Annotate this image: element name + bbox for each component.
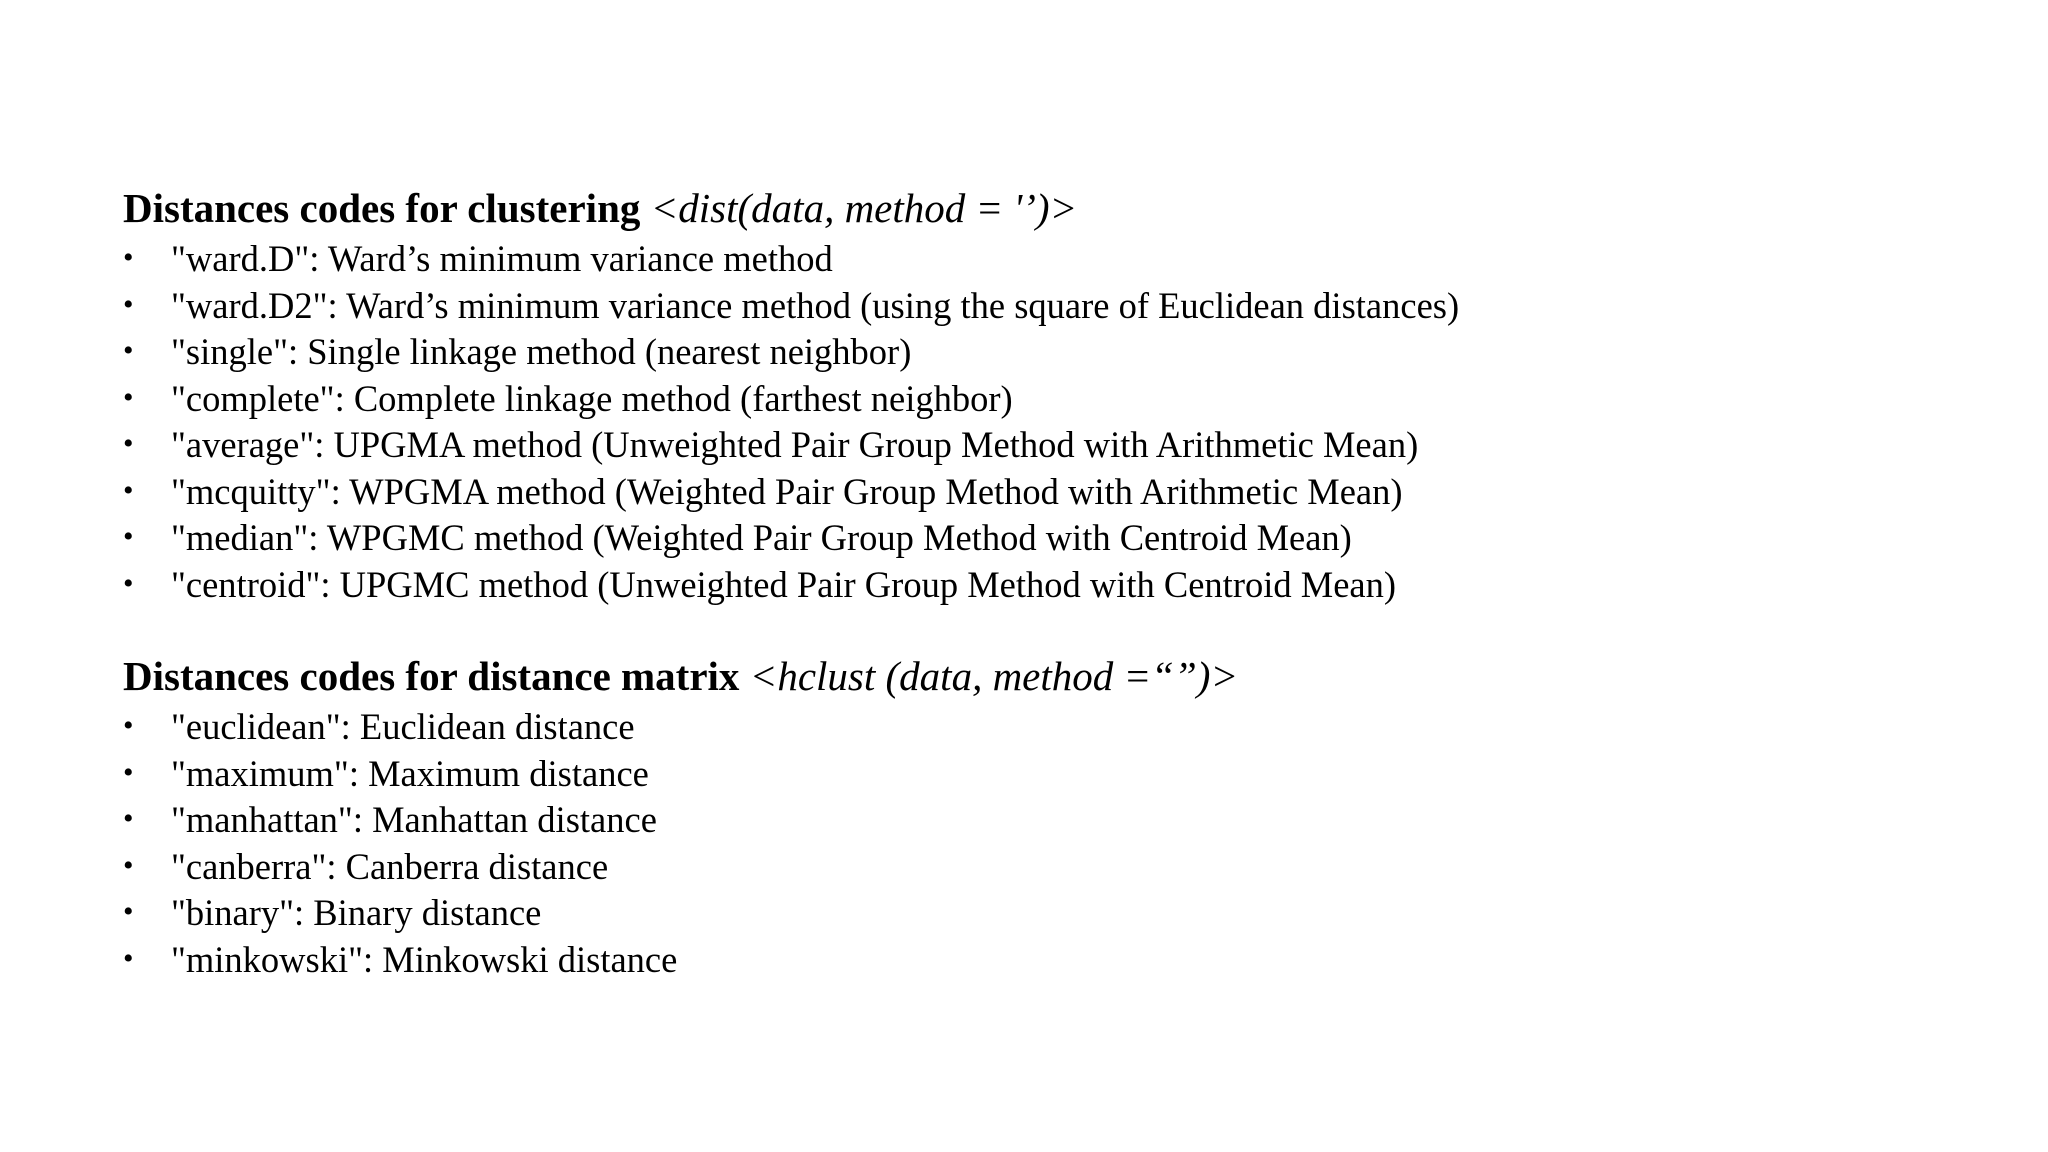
bullet-icon: • <box>123 709 134 742</box>
list-item-text: "ward.D2": Ward’s minimum variance method (using the square of Euclidean distances) <box>171 284 1460 326</box>
bullet-icon: • <box>123 848 134 882</box>
list-item <box>123 937 1923 984</box>
list-item-text: "minkowski": Minkowski distance <box>171 938 678 980</box>
list-item <box>123 376 1923 423</box>
list-item-text: "mcquitty": WPGMA method (Weighted Pair Group Method with Arithmetic Mean) <box>171 470 1403 512</box>
list-item-text: "average": UPGMA method (Unweighted Pair Group Method with Arithmetic Mean) <box>171 424 1419 465</box>
bullet-icon: • <box>123 241 134 274</box>
bullet-icon: • <box>123 802 134 835</box>
bullet-icon: • <box>123 473 134 507</box>
list-item <box>123 515 1923 562</box>
list-item <box>123 283 1923 330</box>
bullet-icon: • <box>123 427 134 460</box>
clustering-method-list <box>123 236 1923 608</box>
list-item-text: "complete": Complete linkage method (farthest neighbor) <box>171 377 1013 419</box>
list-item <box>123 704 1923 751</box>
list-item <box>123 422 1923 469</box>
list-item-text: "euclidean": Euclidean distance <box>171 706 635 747</box>
list-item <box>123 469 1923 516</box>
list-item <box>123 329 1923 376</box>
clustering-heading-code: <dist(data, method = '’)> <box>650 185 1078 231</box>
list-item <box>123 562 1923 609</box>
list-item-text: "manhattan": Manhattan distance <box>171 799 657 840</box>
distance-matrix-heading-title: Distances codes for distance matrix <box>123 653 740 699</box>
list-item <box>123 751 1923 798</box>
list-item-text: "centroid": UPGMC method (Unweighted Pair Group Method with Centroid Mean) <box>171 563 1396 605</box>
list-item <box>123 797 1923 844</box>
bullet-icon: • <box>123 520 134 553</box>
bullet-icon: • <box>123 287 134 321</box>
bullet-icon: • <box>123 895 134 928</box>
list-item-text: "median": WPGMC method (Weighted Pair Group Method with Centroid Mean) <box>171 517 1352 558</box>
clustering-section <box>123 180 1923 608</box>
list-item <box>123 844 1923 891</box>
list-item-text: "binary": Binary distance <box>171 892 542 933</box>
list-item-text: "ward.D": Ward’s minimum variance method <box>171 238 833 279</box>
list-item <box>123 890 1923 937</box>
bullet-icon: • <box>123 755 134 789</box>
distance-matrix-heading-code: <hclust (data, method =“”)> <box>749 653 1239 699</box>
clustering-heading <box>123 180 1923 236</box>
distance-method-list <box>123 704 1923 983</box>
list-item-text: "single": Single linkage method (nearest neighbor) <box>171 331 912 372</box>
bullet-icon: • <box>123 566 134 600</box>
bullet-icon: • <box>123 334 134 367</box>
list-item-text: "maximum": Maximum distance <box>171 752 649 794</box>
distance-matrix-heading <box>123 648 1923 704</box>
bullet-icon: • <box>123 941 134 975</box>
list-item-text: "canberra": Canberra distance <box>171 845 609 887</box>
distance-matrix-section <box>123 648 1923 983</box>
bullet-icon: • <box>123 380 134 414</box>
clustering-heading-title: Distances codes for clustering <box>123 185 641 231</box>
list-item <box>123 236 1923 283</box>
